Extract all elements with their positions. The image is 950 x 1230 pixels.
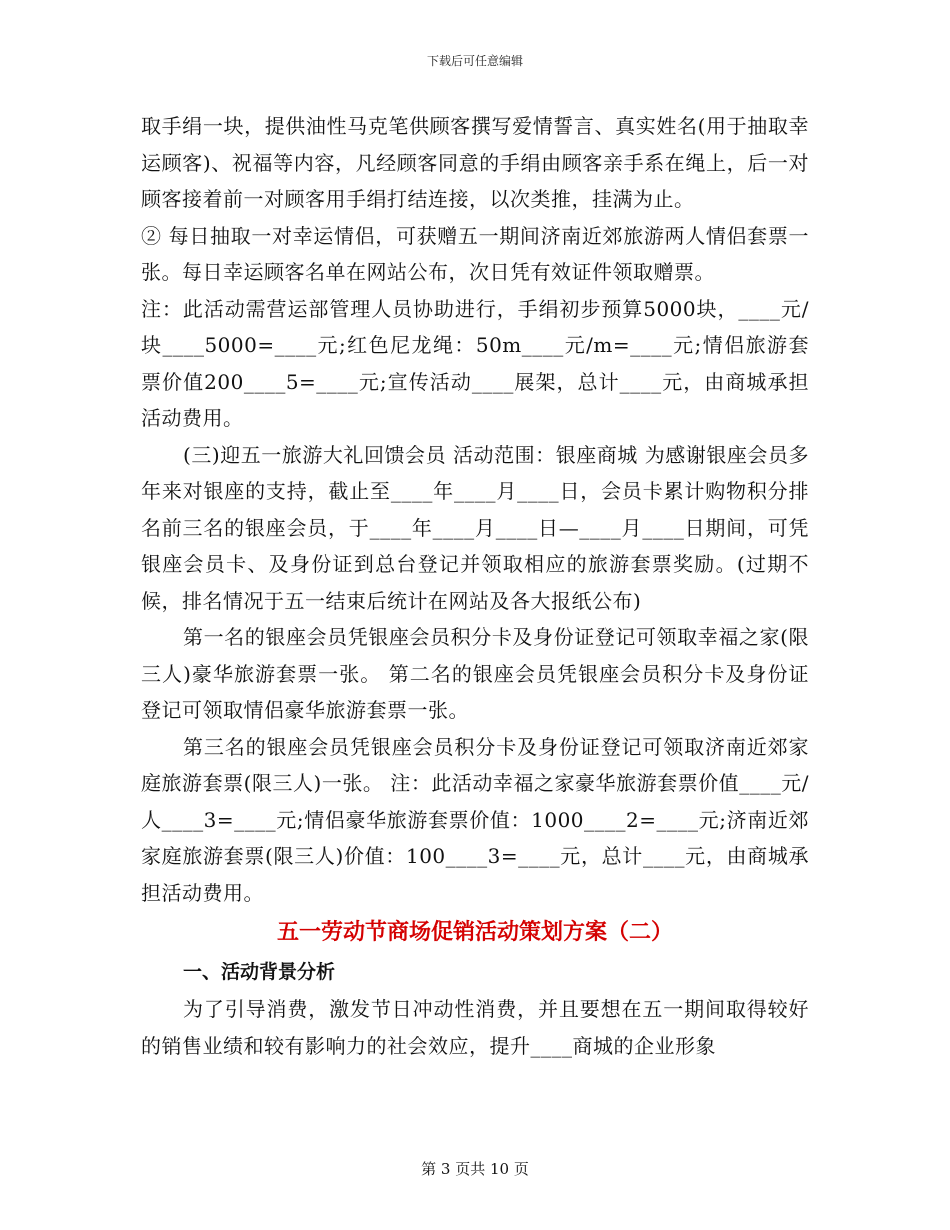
paragraph-handkerchief: 取手绢一块，提供油性马克笔供顾客撰写爱情誓言、真实姓名(用于抽取幸运顾客)、祝福等内容，凡经顾客同意的手绢由顾客亲手系在绳上，后一对顾客接着前一对顾客用手绢打结连接，以次类推，挂满为止。 bbox=[141, 114, 809, 211]
sub-heading: 一、活动背景分析 bbox=[183, 961, 336, 983]
document-body bbox=[141, 108, 809, 1064]
paragraph-budget-note: 注：此活动需营运部管理人员协助进行，手绢初步预算5000块，____元/块____5000=____元;红色尼龙绳：50m____元/m=____元;情侣旅游套票价值200____5=____元;宣传活动____展架，总计____元，由商城承担活动费用。 bbox=[141, 296, 809, 430]
paragraph-background: 为了引导消费，激发节日冲动性消费，并且要想在五一期间取得较好的销售业绩和较有影响力的社会效应，提升____商城的企业形象 bbox=[141, 997, 809, 1058]
paragraph-third-prize: 第三名的银座会员凭银座会员积分卡及身份证登记可领取济南近郊家庭旅游套票(限三人)一张。 注：此活动幸福之家豪华旅游套票价值____元/人____3=____元;情侣豪华旅游套票价值：1000____2=____元;济南近郊家庭旅游套票(限三人)价值：100____3=____元，总计____元，由商城承担活动费用。 bbox=[141, 734, 809, 905]
page-footer: 第 3 页共 10 页 bbox=[421, 1160, 529, 1178]
section-title: 五一劳动节商场促销活动策划方案（二） bbox=[276, 920, 673, 945]
paragraph-lucky-couple: ② 每日抽取一对幸运情侣，可获赠五一期间济南近郊旅游两人情侣套票一张。每日幸运顾客名单在网站公布，次日凭有效证件领取赠票。 bbox=[141, 223, 809, 284]
paragraph-first-second-prize: 第一名的银座会员凭银座会员积分卡及身份证登记可领取幸福之家(限三人)豪华旅游套票一张。 第二名的银座会员凭银座会员积分卡及身份证登记可领取情侣豪华旅游套票一张。 bbox=[141, 625, 809, 722]
page-header: 下载后可任意编辑 bbox=[426, 54, 523, 68]
paragraph-member-reward: (三)迎五一旅游大礼回馈会员 活动范围：银座商城 为感谢银座会员多年来对银座的支持，截止至____年____月____日，会员卡累计购物积分排名前三名的银座会员，于____年____月____日—____月____日期间，可凭银座会员卡、及身份证到总台登记并领取相应的旅游套票奖励。(过期不候，排名情况于五一结束后统计在网站及各大报纸公布) bbox=[141, 442, 809, 613]
